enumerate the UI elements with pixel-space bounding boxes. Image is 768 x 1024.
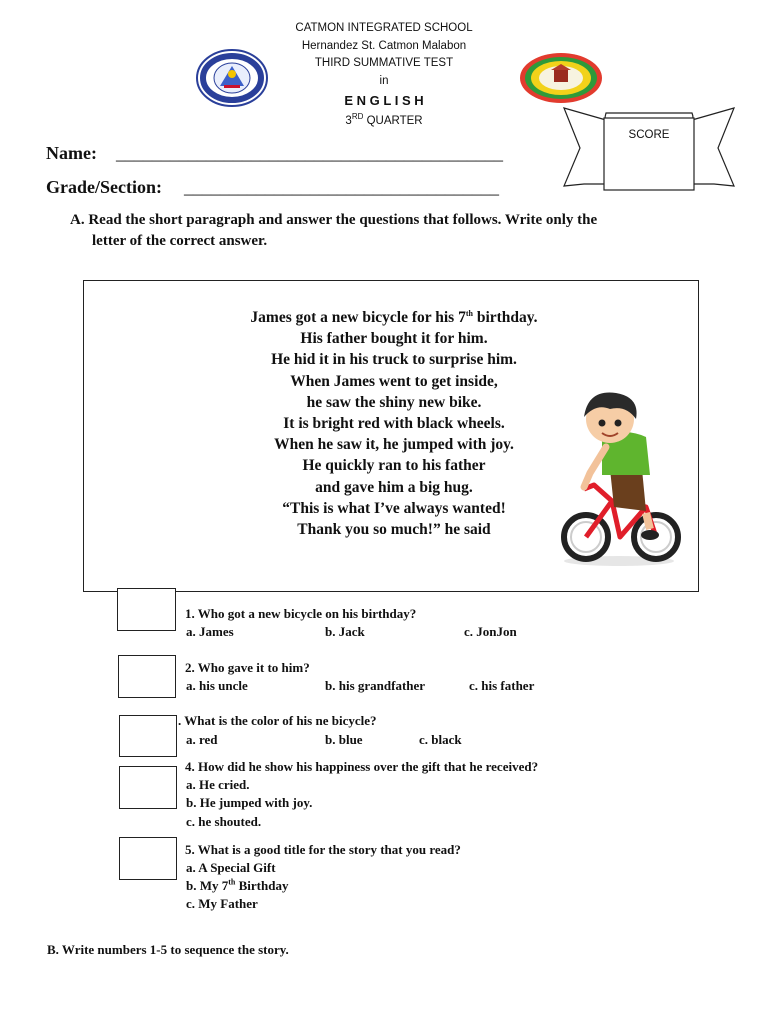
q2-option-b: b. his grandfather xyxy=(325,678,426,693)
q1-option-a: a. James xyxy=(186,624,234,639)
q2-option-a: a. his uncle xyxy=(186,678,248,693)
story-line: It is bright red with black wheels. xyxy=(283,415,505,433)
name-field[interactable]: ___________________________________________ xyxy=(116,143,503,163)
boy-on-bicycle-illustration xyxy=(554,389,684,569)
story-line: Thank you so much!” he said xyxy=(297,521,491,539)
deped-seal-logo xyxy=(195,48,269,108)
q2-option-c: c. his father xyxy=(469,678,535,693)
story-text xyxy=(194,307,594,540)
q1-option-b: b. Jack xyxy=(325,624,365,639)
question-3: . What is the color of his ne bicycle? xyxy=(178,713,377,728)
grade-section-field[interactable]: ___________________________________ xyxy=(184,177,499,197)
test-in: in xyxy=(379,75,389,87)
grade-section-label: Grade/Section: xyxy=(46,177,162,197)
school-seal-logo xyxy=(518,52,604,104)
story-line: and gave him a big hug. xyxy=(315,478,473,496)
instruction-b: B. Write numbers 1-5 to sequence the story. xyxy=(47,942,289,957)
q4-option-b: b. He jumped with joy. xyxy=(186,795,313,810)
story-line: “This is what I’ve always wanted! xyxy=(282,499,506,517)
story-line: He quickly ran to his father xyxy=(302,457,486,475)
name-label: Name: xyxy=(46,143,97,163)
school-address: Hernandez St. Catmon Malabon xyxy=(301,40,467,52)
question-4: 4. How did he show his happiness over the gift that he received? xyxy=(185,759,539,774)
story-box xyxy=(83,280,699,592)
question-5: 5. What is a good title for the story that you read? xyxy=(185,842,461,857)
story-line: He hid it in his truck to surprise him. xyxy=(271,351,517,369)
q4-option-a: a. He cried. xyxy=(186,777,250,792)
q4-option-c: c. he shouted. xyxy=(186,814,262,829)
question-2: 2. Who gave it to him? xyxy=(185,660,310,675)
answer-box-1[interactable] xyxy=(117,588,176,631)
story-line: His father bought it for him. xyxy=(300,330,488,348)
story-line: When James went to get inside, xyxy=(290,372,498,390)
q3-option-c: c. black xyxy=(419,732,462,747)
story-line: When he saw it, he jumped with joy. xyxy=(274,436,514,454)
instruction-a-cont: letter of the correct answer. xyxy=(92,233,268,249)
q3-option-b: b. blue xyxy=(325,732,363,747)
answer-box-2[interactable] xyxy=(118,655,176,698)
q5-option-c: c. My Father xyxy=(186,896,258,911)
score-label: SCORE xyxy=(628,129,670,141)
school-name: CATMON INTEGRATED SCHOOL xyxy=(295,22,473,34)
question-1: 1. Who got a new bicycle on his birthday? xyxy=(185,606,417,621)
q1-option-c: c. JonJon xyxy=(464,624,517,639)
story-line: he saw the shiny new bike. xyxy=(306,393,482,411)
q3-option-a: a. red xyxy=(186,732,218,747)
test-title: THIRD SUMMATIVE TEST xyxy=(314,57,454,69)
instruction-a: A. Read the short paragraph and answer the questions that follows. Write only the xyxy=(70,212,598,228)
subject-title: E N G L I S H xyxy=(344,93,424,108)
q5-option-b: b. My 7th Birthday xyxy=(186,877,289,893)
q5-option-a: a. A Special Gift xyxy=(186,860,276,875)
score-box[interactable] xyxy=(604,143,692,201)
answer-box-3[interactable] xyxy=(119,715,177,757)
answer-box-5[interactable] xyxy=(119,837,177,880)
quarter-label: 3RD QUARTER xyxy=(345,112,423,127)
answer-box-4[interactable] xyxy=(119,766,177,809)
story-line: James got a new bicycle for his 7th birthday. xyxy=(250,308,538,326)
